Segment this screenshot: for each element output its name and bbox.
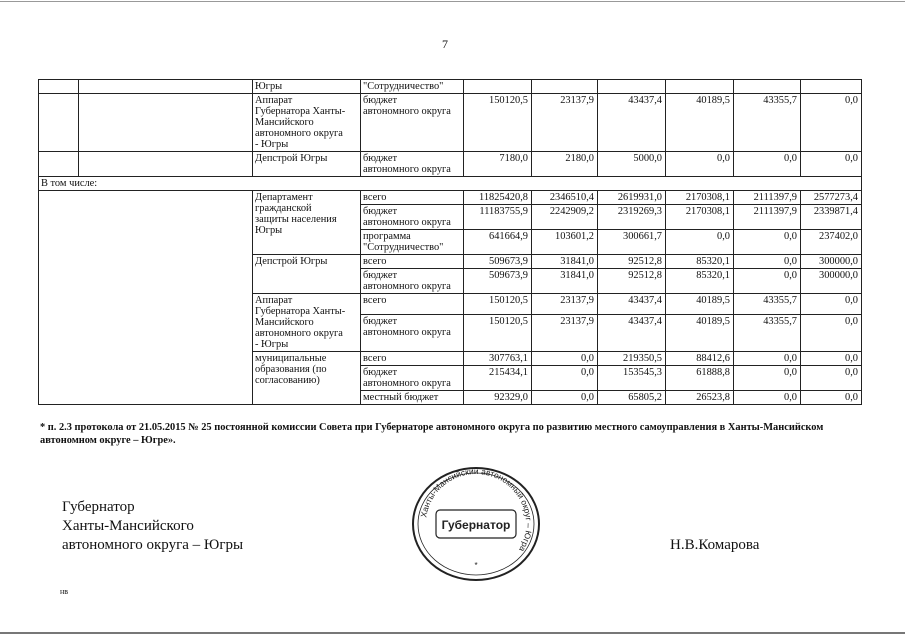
table-cell: бюджет автономного округа: [361, 269, 464, 294]
table-cell: [39, 152, 79, 177]
table-cell-number: 2339871,4: [801, 205, 862, 230]
table-cell-number: 31841,0: [532, 269, 598, 294]
table-cell-number: 0,0: [801, 314, 862, 351]
table-cell-number: 2577273,4: [801, 191, 862, 205]
table-cell: бюджет автономного округа: [361, 94, 464, 152]
table-cell-number: 5000,0: [598, 152, 666, 177]
budget-table-body: [39, 80, 862, 405]
table-cell-number: 150120,5: [464, 94, 532, 152]
table-cell: [79, 152, 253, 177]
table-cell-number: 43355,7: [734, 94, 801, 152]
table-cell: Департамент гражданской защиты населения Югры: [253, 191, 361, 255]
table-cell-number: 92329,0: [464, 391, 532, 405]
budget-table: [38, 79, 862, 405]
table-cell-number: 43437,4: [598, 94, 666, 152]
table-cell: Югры: [253, 80, 361, 94]
table-cell-number: 23137,9: [532, 294, 598, 315]
executor-initials: нв: [60, 587, 69, 596]
table-cell: [39, 80, 79, 94]
table-cell-number: 219350,5: [598, 352, 666, 366]
table-cell-number: 43437,4: [598, 294, 666, 315]
table-cell: [79, 94, 253, 152]
table-cell-number: [801, 80, 862, 94]
page-number: 7: [442, 37, 448, 51]
table-row: [39, 152, 862, 177]
table-cell-number: 2111397,9: [734, 191, 801, 205]
table-cell: бюджет автономного округа: [361, 152, 464, 177]
table-cell-number: 2170308,1: [666, 205, 734, 230]
table-cell: [39, 191, 253, 405]
signer-title-line: Губернатор: [62, 499, 135, 515]
table-cell-number: 150120,5: [464, 294, 532, 315]
table-cell-number: [734, 80, 801, 94]
table-cell: бюджет автономного округа: [361, 366, 464, 391]
table-cell-number: 26523,8: [666, 391, 734, 405]
table-cell-number: 23137,9: [532, 314, 598, 351]
table-cell-number: 2319269,3: [598, 205, 666, 230]
table-cell-number: 150120,5: [464, 314, 532, 351]
table-row: [39, 177, 862, 191]
table-cell-number: 300661,7: [598, 230, 666, 255]
table-cell: бюджет автономного округа: [361, 205, 464, 230]
table-cell-number: 0,0: [666, 152, 734, 177]
table-cell-number: 92512,8: [598, 255, 666, 269]
signer-title-line: Ханты-Мансийского: [62, 518, 194, 534]
table-cell-number: 0,0: [801, 352, 862, 366]
table-cell-number: 153545,3: [598, 366, 666, 391]
seal-star: *: [474, 561, 478, 570]
table-cell-number: 0,0: [734, 255, 801, 269]
table-cell: Депстрой Югры: [253, 255, 361, 294]
table-cell-number: 0,0: [666, 230, 734, 255]
table-cell-number: [464, 80, 532, 94]
table-cell-number: 0,0: [532, 391, 598, 405]
table-cell-number: 40189,5: [666, 294, 734, 315]
table-cell: Депстрой Югры: [253, 152, 361, 177]
table-cell-number: 0,0: [734, 366, 801, 391]
table-cell-number: 0,0: [532, 352, 598, 366]
table-cell-number: 0,0: [734, 352, 801, 366]
table-cell-number: 7180,0: [464, 152, 532, 177]
table-cell-number: 43355,7: [734, 294, 801, 315]
table-cell-number: 2180,0: [532, 152, 598, 177]
table-cell-number: 641664,9: [464, 230, 532, 255]
table-cell: Аппарат Губернатора Ханты- Мансийского автономного округа - Югры: [253, 94, 361, 152]
table-cell-number: 31841,0: [532, 255, 598, 269]
table-cell-number: 509673,9: [464, 269, 532, 294]
signer-title-line: автономного округа – Югры: [62, 537, 244, 553]
table-cell: муниципальные образования (по согласованию): [253, 352, 361, 405]
table-cell-number: 300000,0: [801, 255, 862, 269]
footnote: * п. 2.3 протокола от 21.05.2015 № 25 постоянной комиссии Совета при Губернаторе автономного округа по развитию местного самоуправления в Ханты-Мансийском автономном округе – Югре».: [40, 422, 824, 446]
table-cell-number: 307763,1: [464, 352, 532, 366]
table-cell: Аппарат Губернатора Ханты- Мансийского автономного округа - Югры: [253, 294, 361, 352]
table-cell-number: 11183755,9: [464, 205, 532, 230]
table-cell-number: 2111397,9: [734, 205, 801, 230]
table-cell-number: 237402,0: [801, 230, 862, 255]
table-cell-number: 215434,1: [464, 366, 532, 391]
table-cell: всего: [361, 294, 464, 315]
table-cell-number: 85320,1: [666, 269, 734, 294]
table-cell-number: 40189,5: [666, 314, 734, 351]
table-cell-number: 23137,9: [532, 94, 598, 152]
table-cell-number: [532, 80, 598, 94]
table-cell-number: 0,0: [734, 269, 801, 294]
table-cell-number: [666, 80, 734, 94]
table-cell-number: 2346510,4: [532, 191, 598, 205]
table-cell-number: 43355,7: [734, 314, 801, 351]
table-cell-number: [598, 80, 666, 94]
top-border-line: [0, 1, 905, 2]
table-cell-number: 88412,6: [666, 352, 734, 366]
table-cell-number: 2619931,0: [598, 191, 666, 205]
table-cell-number: 0,0: [532, 366, 598, 391]
table-cell: местный бюджет: [361, 391, 464, 405]
table-cell-number: 40189,5: [666, 94, 734, 152]
table-cell: всего: [361, 191, 464, 205]
table-cell-number: 0,0: [734, 230, 801, 255]
table-row: [39, 94, 862, 152]
table-cell-number: 61888,8: [666, 366, 734, 391]
table-row: [39, 80, 862, 94]
table-cell: бюджет автономного округа: [361, 314, 464, 351]
table-row: [39, 191, 862, 205]
table-cell-number: 0,0: [801, 294, 862, 315]
seal-center-text: Губернатор: [441, 518, 511, 532]
table-cell-number: 0,0: [801, 391, 862, 405]
table-cell: [39, 94, 79, 152]
table-cell-number: 92512,8: [598, 269, 666, 294]
table-cell-number: 0,0: [734, 152, 801, 177]
table-cell-number: 0,0: [801, 94, 862, 152]
table-cell-number: 0,0: [801, 366, 862, 391]
table-cell-number: 300000,0: [801, 269, 862, 294]
table-cell: всего: [361, 352, 464, 366]
official-seal: [406, 464, 546, 584]
table-cell-number: 85320,1: [666, 255, 734, 269]
table-cell-number: 11825420,8: [464, 191, 532, 205]
table-cell: В том числе:: [39, 177, 862, 191]
table-cell: [79, 80, 253, 94]
table-cell-number: 0,0: [801, 152, 862, 177]
table-cell-number: 65805,2: [598, 391, 666, 405]
table-cell: "Сотрудничество": [361, 80, 464, 94]
table-cell-number: 43437,4: [598, 314, 666, 351]
table-cell-number: 0,0: [734, 391, 801, 405]
bottom-border-line: [0, 632, 905, 634]
table-cell: программа "Сотрудничество": [361, 230, 464, 255]
signer-title: [62, 498, 302, 555]
table-cell-number: 509673,9: [464, 255, 532, 269]
seal-ring-text-path: Ханты-Мансийский автономный округ – Югра: [418, 465, 535, 554]
table-cell-number: 2170308,1: [666, 191, 734, 205]
table-cell-number: 2242909,2: [532, 205, 598, 230]
table-cell-number: 103601,2: [532, 230, 598, 255]
signer-name: Н.В.Комарова: [670, 537, 760, 553]
table-cell: всего: [361, 255, 464, 269]
